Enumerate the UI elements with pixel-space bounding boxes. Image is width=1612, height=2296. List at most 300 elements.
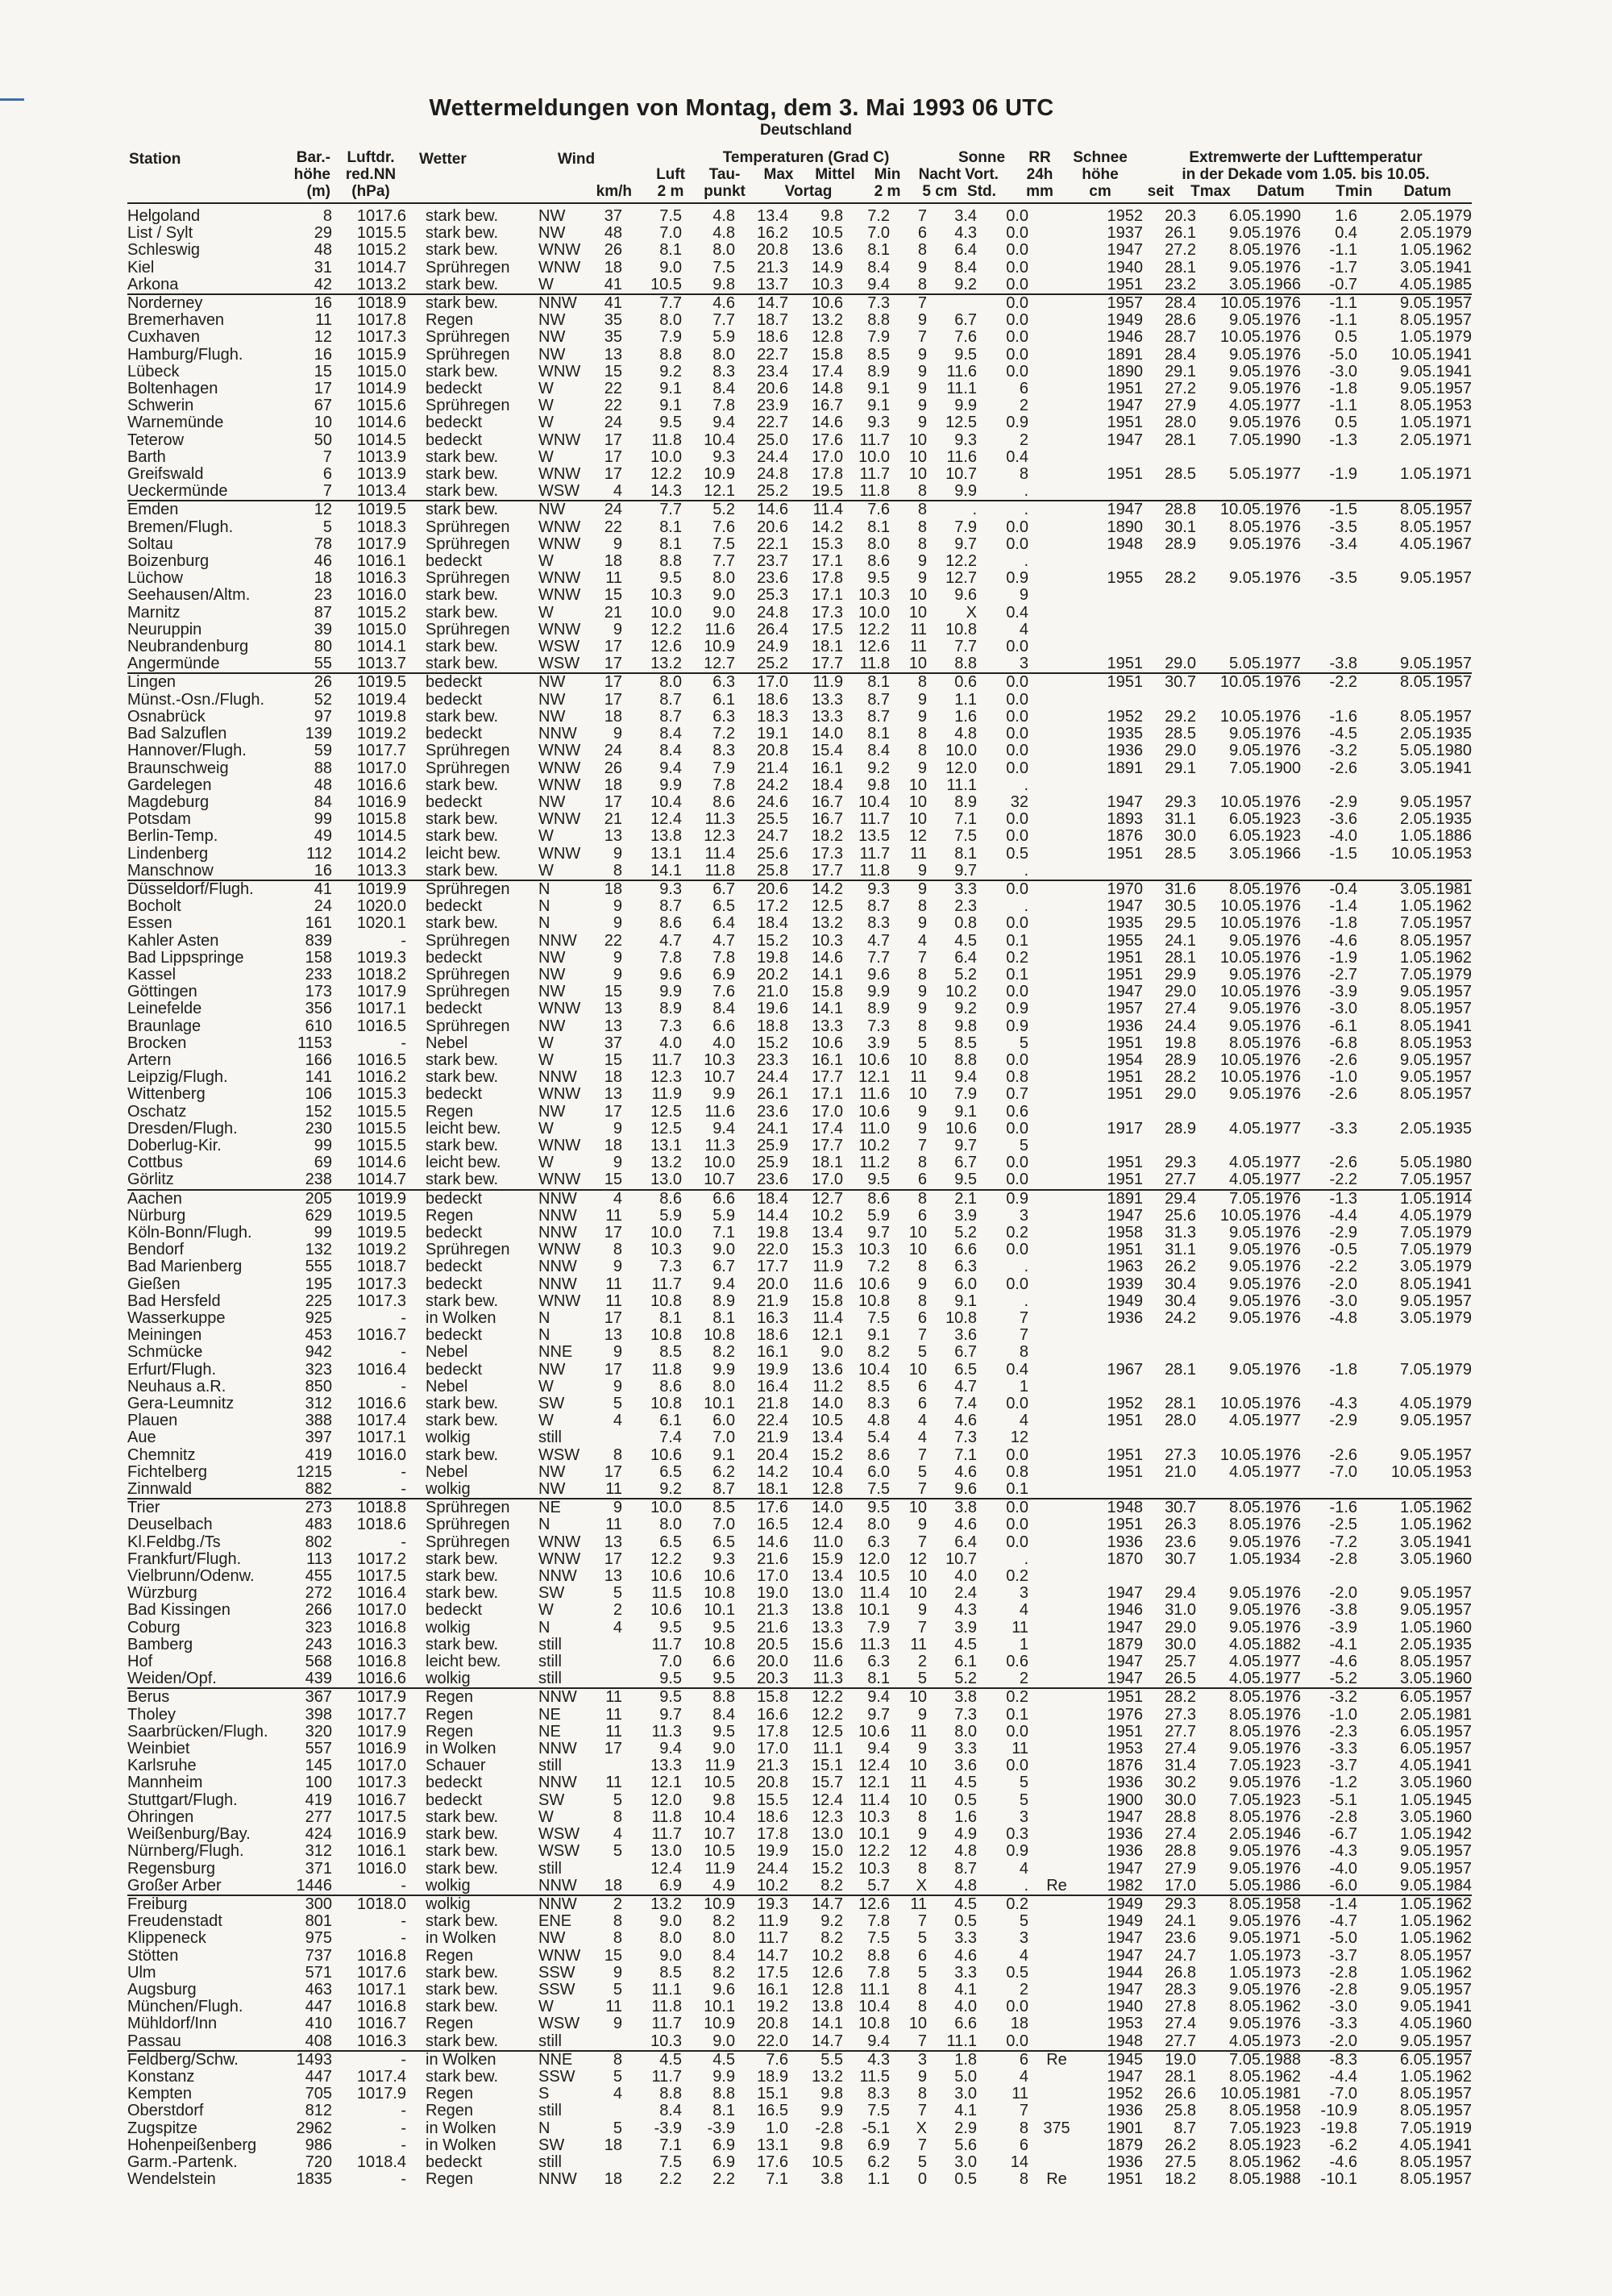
min-temp: 8.1 — [867, 726, 890, 743]
weather: bedeckt — [426, 414, 483, 432]
air-temp: 5.9 — [659, 1207, 682, 1225]
max-temp: 20.8 — [757, 1774, 788, 1792]
sunshine: 1.8 — [927, 2051, 977, 2069]
spacer — [406, 1965, 426, 1982]
wind-speed: 17 — [604, 638, 622, 656]
precipitation: 5 — [1019, 1774, 1028, 1792]
min-temp: 10.0 — [858, 448, 890, 466]
tmin — [1301, 692, 1357, 709]
station-name: Lübeck — [127, 363, 180, 381]
spacer — [406, 1861, 426, 1878]
pressure: 1015.5 — [356, 1120, 406, 1138]
dewpoint: 10.1 — [704, 1395, 735, 1413]
night-temp: 5 — [917, 1964, 927, 1982]
air-temp: 9.0 — [659, 259, 682, 277]
pressure: 1015.3 — [356, 1086, 406, 1104]
tmin-date: 9.05.1957 — [1400, 793, 1472, 811]
night-temp: 6 — [917, 1310, 927, 1327]
dewpoint: 5.9 — [713, 1207, 735, 1225]
tmax-date: 2.05.1946 — [1229, 1826, 1301, 1844]
dewpoint: 12.7 — [704, 655, 735, 673]
wind-speed: 5 — [613, 1395, 622, 1413]
max-temp: 20.2 — [757, 966, 788, 984]
tmax: 27.7 — [1165, 1723, 1196, 1741]
max-temp: 26.1 — [757, 1086, 788, 1104]
min-temp: 8.1 — [843, 673, 890, 691]
spacer — [406, 1499, 426, 1516]
precipitation: 0.0 — [1006, 1516, 1028, 1534]
dewpoint: 9.4 — [713, 414, 735, 432]
sunshine: 1.1 — [954, 691, 977, 709]
station-name: Oschatz — [127, 1103, 187, 1121]
tmax-date: 4.05.1977 — [1229, 1171, 1301, 1189]
weather: stark bew. — [426, 276, 499, 293]
air-temp: 11.8 — [651, 1361, 682, 1379]
tmin — [1301, 449, 1357, 466]
spacer — [406, 638, 426, 655]
sunshine: 2.1 — [927, 1190, 977, 1208]
tmax-date: 9.05.1976 — [1229, 1585, 1301, 1603]
tmin-date: 7.05.1957 — [1400, 1171, 1472, 1189]
station-name: Plauen — [127, 1412, 178, 1430]
spacer — [406, 1913, 426, 1930]
snow-depth — [1028, 794, 1085, 811]
weather: bedeckt — [426, 553, 483, 571]
elevation: 312 — [305, 1395, 332, 1413]
min-temp: 11.5 — [859, 2068, 890, 2086]
weather: stark bew. — [426, 708, 499, 726]
precipitation: . — [1024, 1877, 1028, 1895]
tmax: 24.1 — [1165, 1913, 1196, 1931]
tmax: 29.4 — [1143, 1190, 1196, 1208]
max-temp: 19.3 — [735, 1895, 788, 1913]
dewpoint: 10.9 — [704, 466, 735, 484]
snow-depth — [1028, 2015, 1085, 2032]
spacer — [406, 294, 426, 312]
tmin-date: 8.05.1957 — [1400, 1947, 1472, 1965]
sunshine: 3.9 — [954, 1619, 977, 1637]
wind-direction: W — [538, 448, 554, 466]
night-temp: 4 — [917, 1412, 927, 1430]
sunshine: 4.6 — [954, 1463, 977, 1481]
since-year: 1955 — [1107, 570, 1143, 588]
night-temp: 10 — [890, 1499, 927, 1516]
air-temp: 9.1 — [659, 381, 682, 398]
precipitation: 0.0 — [1006, 312, 1028, 330]
weather: bedeckt — [426, 1791, 483, 1809]
table-row — [127, 2086, 1472, 2103]
dewpoint: 8.0 — [713, 570, 735, 588]
tmax: 26.2 — [1165, 2136, 1196, 2154]
sunshine — [927, 294, 977, 312]
wind-speed: 35 — [604, 312, 622, 330]
tmax: 27.9 — [1165, 1860, 1196, 1878]
elevation: 99 — [314, 811, 332, 829]
since-year: 1949 — [1085, 1895, 1143, 1913]
night-temp: 9 — [917, 862, 927, 880]
tmax-date: 4.05.1977 — [1229, 1412, 1301, 1430]
tmin: -3.8 — [1329, 1602, 1357, 1620]
mean-temp: 18.1 — [812, 1154, 843, 1172]
table-row — [127, 1121, 1472, 1138]
precipitation: . — [1024, 898, 1028, 916]
precipitation: 7 — [1019, 1327, 1028, 1345]
sunshine: 0.5 — [954, 1913, 977, 1931]
dewpoint: 11.9 — [704, 1860, 735, 1878]
station-name: Nürnberg/Flugh. — [127, 1843, 244, 1861]
night-temp: 7 — [917, 949, 927, 967]
air-temp: 7.5 — [659, 2153, 682, 2171]
snow-depth — [1028, 225, 1085, 242]
sunshine: 5.2 — [954, 966, 977, 984]
snow-depth — [1028, 277, 1085, 294]
tmin-date: 1.05.1971 — [1400, 414, 1472, 432]
spacer — [406, 312, 426, 329]
tmax-date: 9.05.1976 — [1229, 225, 1301, 243]
wind-direction: WNW — [538, 845, 581, 863]
snow-header-3: cm — [1089, 183, 1111, 200]
spacer — [406, 1688, 426, 1706]
snow-depth — [1028, 2033, 1085, 2051]
table-row — [127, 1379, 1472, 1395]
weather: stark bew. — [426, 1808, 499, 1826]
sunshine: 9.2 — [954, 1000, 977, 1018]
table-row — [127, 846, 1472, 863]
spacer — [406, 673, 426, 691]
station-name: Potsdam — [127, 811, 191, 829]
weather: wolkig — [426, 1877, 471, 1895]
air-temp: 9.5 — [659, 1670, 682, 1688]
night-5cm-header: 5 cm — [922, 183, 958, 200]
snow-depth — [1028, 1447, 1085, 1464]
snow-depth — [1028, 1809, 1085, 1826]
mean-temp: 13.2 — [812, 915, 843, 933]
tmax: 28.0 — [1165, 1412, 1196, 1430]
since-year: 1951 — [1107, 2171, 1143, 2189]
mean-temp: 12.5 — [812, 1723, 843, 1741]
table-row — [127, 863, 1472, 880]
min-temp: 10.4 — [858, 793, 890, 811]
min-temp: 8.9 — [867, 1000, 890, 1018]
station-name: Brocken — [127, 1034, 187, 1052]
spacer — [406, 726, 426, 742]
pressure: 1014.5 — [356, 431, 406, 449]
elevation: 277 — [305, 1808, 332, 1826]
dewpoint: 6.6 — [682, 1190, 735, 1208]
spacer — [406, 811, 426, 828]
min-2m-header: 2 m — [874, 183, 901, 200]
elevation: 97 — [314, 708, 332, 726]
tmax-date: 9.05.1976 — [1229, 1774, 1301, 1792]
wind-direction: W — [538, 397, 554, 415]
pressure-header-2: red.NN — [345, 166, 397, 183]
since-year: 1951 — [1107, 466, 1143, 484]
mean-temp: 16.7 — [812, 811, 843, 829]
mean-temp: 17.1 — [812, 1086, 843, 1104]
spacer — [406, 364, 426, 381]
air-temp: 9.9 — [659, 776, 682, 794]
station-name: Lingen — [127, 673, 285, 691]
tmin: -2.8 — [1329, 1808, 1357, 1826]
tmin: -1.0 — [1329, 1706, 1357, 1724]
table-row — [127, 1035, 1472, 1052]
elevation: 300 — [285, 1895, 332, 1913]
weather: bedeckt — [426, 793, 483, 811]
tmin: -2.9 — [1329, 1224, 1357, 1242]
since-year — [1085, 1344, 1143, 1361]
max-temp: 23.6 — [757, 570, 788, 588]
wind-direction: W — [538, 414, 554, 432]
weather: wolkig — [426, 1619, 471, 1637]
tmax: 31.4 — [1165, 1757, 1196, 1775]
mean-temp: 13.8 — [812, 1602, 843, 1620]
wind-direction: SW — [538, 1395, 565, 1413]
table-row — [127, 1310, 1472, 1327]
station-name: Trier — [127, 1499, 285, 1516]
tmax-date: 6.05.1990 — [1229, 208, 1301, 225]
min-temp: 8.2 — [867, 1344, 890, 1362]
station-name: Karlsruhe — [127, 1757, 197, 1775]
wind-speed: 9 — [613, 1120, 622, 1138]
tmax-date: 10.05.1976 — [1219, 915, 1301, 933]
air-temp: 12.1 — [650, 1774, 682, 1792]
night-temp: 12 — [908, 1550, 927, 1568]
air-temp: 7.8 — [659, 949, 682, 967]
station-name: Berlin-Temp. — [127, 828, 218, 846]
max-temp: 19.1 — [757, 726, 788, 743]
pressure: 1016.0 — [356, 587, 406, 605]
dewpoint: 7.7 — [713, 553, 735, 571]
precipitation: 0.0 — [1006, 915, 1028, 933]
table-row — [127, 1104, 1472, 1121]
station-name: Bad Lippspringe — [127, 949, 244, 967]
tmin-date: 1.05.1945 — [1400, 1791, 1472, 1809]
spacer — [406, 1310, 426, 1327]
table-row — [127, 1930, 1472, 1947]
tmax — [1143, 692, 1196, 709]
table-row — [127, 605, 1472, 622]
air-temp: 8.1 — [659, 242, 682, 260]
sunshine: 9.5 — [954, 346, 977, 364]
wind-speed: 13 — [604, 1017, 622, 1035]
elevation: 87 — [314, 604, 332, 622]
tmax-date: 10.05.1976 — [1219, 1051, 1301, 1069]
max-temp: 20.3 — [757, 1670, 788, 1688]
tmax: 24.7 — [1165, 1947, 1196, 1965]
tmax: 27.4 — [1165, 1000, 1196, 1018]
mean-temp: 14.1 — [812, 2015, 843, 2033]
snow-depth — [1028, 1724, 1085, 1741]
station-name: Hamburg/Flugh. — [127, 346, 243, 364]
wind-direction: NNE — [538, 2051, 590, 2069]
tmax-date — [1196, 1429, 1301, 1446]
spacer — [406, 1568, 426, 1585]
elevation: 39 — [314, 621, 332, 638]
station-name: Deuselbach — [127, 1516, 213, 1534]
tmax: 30.0 — [1165, 1636, 1196, 1653]
wind-direction: NE — [538, 1723, 561, 1741]
min-temp: 8.7 — [867, 708, 890, 726]
dewpoint: 6.4 — [713, 915, 735, 933]
mean-temp: 15.0 — [812, 1843, 843, 1861]
elevation: 272 — [305, 1585, 332, 1603]
snow-depth — [1028, 1395, 1085, 1412]
air-temp: 4.7 — [659, 932, 682, 950]
snow-depth — [1028, 1930, 1085, 1947]
precipitation: 0.0 — [1006, 1051, 1028, 1069]
tmax: 27.7 — [1165, 2032, 1196, 2050]
sunshine: 3.6 — [954, 1327, 977, 1345]
table-row — [127, 1620, 1472, 1637]
precipitation: 0.0 — [1006, 518, 1028, 536]
mean-temp: 12.8 — [812, 1481, 843, 1499]
tmin: 0.5 — [1335, 414, 1357, 432]
dewpoint: -3.9 — [707, 2119, 735, 2137]
station-name: Aue — [127, 1429, 156, 1447]
pressure: 1016.4 — [356, 1361, 406, 1379]
dewpoint: 10.7 — [704, 1826, 735, 1844]
tmax-date — [1196, 605, 1301, 622]
station-name: Seehausen/Altm. — [127, 587, 251, 605]
wind-speed: 9 — [613, 535, 622, 553]
tmin: -6.7 — [1329, 1826, 1357, 1844]
dewpoint: 6.3 — [682, 673, 735, 691]
table-row — [127, 1242, 1472, 1258]
precipitation: 11 — [1012, 2086, 1028, 2103]
pressure: - — [401, 1913, 406, 1931]
snow-depth — [1028, 1913, 1085, 1930]
pressure: 1014.6 — [356, 414, 406, 432]
tmin-date: 1.05.1962 — [1400, 242, 1472, 260]
station-name: Norderney — [127, 294, 285, 312]
since-year: 1947 — [1107, 1981, 1143, 1999]
spacer — [406, 1843, 426, 1860]
tmax-date — [1196, 622, 1301, 638]
tmax: 28.1 — [1165, 259, 1196, 277]
tmin-date: 2.05.1935 — [1400, 1120, 1472, 1138]
snow-depth — [1028, 1620, 1085, 1637]
dewpoint: 4.9 — [713, 1877, 735, 1895]
bar-header-1: Bar.- — [296, 149, 330, 166]
night-temp: 7 — [917, 1533, 927, 1551]
max-temp: 23.9 — [757, 397, 788, 415]
tmax: 28.5 — [1165, 845, 1196, 863]
snow-depth — [1028, 1208, 1085, 1225]
air-temp: 9.9 — [659, 984, 682, 1001]
elevation: 59 — [314, 742, 332, 760]
max-temp: 21.4 — [757, 759, 788, 777]
elevation: 7 — [322, 483, 332, 501]
dewpoint: 6.0 — [713, 1412, 735, 1430]
mean-temp: 17.7 — [812, 1137, 843, 1154]
min-temp: 11.7 — [859, 811, 890, 829]
since-year: 1949 — [1107, 1913, 1143, 1931]
max-temp: 22.7 — [757, 346, 788, 364]
wind-header: Wind — [557, 151, 596, 168]
tmin-date — [1357, 1104, 1472, 1121]
precipitation: 0.1 — [1006, 1481, 1028, 1499]
spacer — [406, 1362, 426, 1379]
max-temp: 20.6 — [757, 518, 788, 536]
spacer — [406, 1138, 426, 1154]
wind-speed: 41 — [604, 276, 622, 293]
snow-depth — [1028, 1069, 1085, 1086]
tmax — [1143, 1344, 1196, 1361]
since-year: 1936 — [1107, 1017, 1143, 1035]
weather: Regen — [426, 1947, 473, 1965]
dewpoint: 10.7 — [704, 1171, 735, 1189]
tmin-date: 1.05.1942 — [1400, 1826, 1472, 1844]
min-temp: 9.7 — [867, 1706, 890, 1724]
weather: Regen — [426, 1723, 473, 1741]
air-temp: 9.2 — [659, 363, 682, 381]
spacer — [406, 1171, 426, 1189]
wind-direction: N — [538, 1619, 550, 1637]
tmin-date: 1.05.1914 — [1357, 1190, 1472, 1208]
min-temp: 10.6 — [858, 1723, 890, 1741]
wind-speed: 9 — [613, 1258, 622, 1276]
elevation: 975 — [305, 1930, 332, 1948]
station-name: Mannheim — [127, 1774, 203, 1792]
spacer — [406, 347, 426, 364]
dewpoint: 8.4 — [713, 1947, 735, 1965]
wind-speed: 24 — [604, 414, 622, 432]
tmax: 30.7 — [1165, 1550, 1196, 1568]
region-header: Deutschland — [759, 122, 853, 139]
night-temp: 9 — [917, 2068, 927, 2086]
snow-depth — [1028, 1171, 1085, 1189]
table-row — [127, 655, 1472, 673]
station-name: Frankfurt/Flugh. — [127, 1550, 242, 1568]
snow-depth — [1028, 519, 1085, 536]
air-temp: 12.5 — [650, 1120, 682, 1138]
min-temp: 10.8 — [858, 1292, 890, 1310]
weather: Sprühregen — [426, 346, 510, 364]
pressure: 1017.9 — [332, 1688, 406, 1706]
weather: stark bew. — [426, 363, 499, 381]
mean-temp: 17.8 — [812, 466, 843, 484]
table-row — [127, 984, 1472, 1000]
sunshine: 9.1 — [954, 1292, 977, 1310]
night-temp: 10 — [908, 431, 927, 449]
tmax-date — [1196, 1568, 1301, 1585]
sunshine: 9.7 — [954, 1137, 977, 1154]
dewpoint: 11.9 — [704, 1757, 735, 1775]
snow-depth — [1028, 1707, 1085, 1724]
max-temp: 21.6 — [757, 1619, 788, 1637]
dewpoint: 4.8 — [713, 208, 735, 225]
tmin-date: 8.05.1957 — [1400, 708, 1472, 726]
elevation: 88 — [314, 759, 332, 777]
since-year: 1953 — [1107, 2015, 1143, 2033]
since-year — [1085, 1138, 1143, 1154]
mean-temp: 17.6 — [812, 431, 843, 449]
night-temp: 9 — [917, 346, 927, 364]
tmin-date — [1357, 553, 1472, 570]
tmax-date: 8.05.1923 — [1229, 2136, 1301, 2154]
tmin: -3.6 — [1329, 811, 1357, 829]
since-year — [1085, 1379, 1143, 1395]
air-temp: 8.0 — [622, 673, 682, 691]
elevation: 557 — [305, 1741, 332, 1758]
dewpoint: 8.4 — [713, 381, 735, 398]
wind-speed: 8 — [613, 1242, 622, 1259]
wind-direction: NNE — [538, 1344, 573, 1362]
station-name: Dresden/Flugh. — [127, 1120, 238, 1138]
tmin: -1.7 — [1329, 259, 1357, 277]
since-year: 1951 — [1107, 1069, 1143, 1087]
min-temp: 7.6 — [843, 501, 890, 518]
